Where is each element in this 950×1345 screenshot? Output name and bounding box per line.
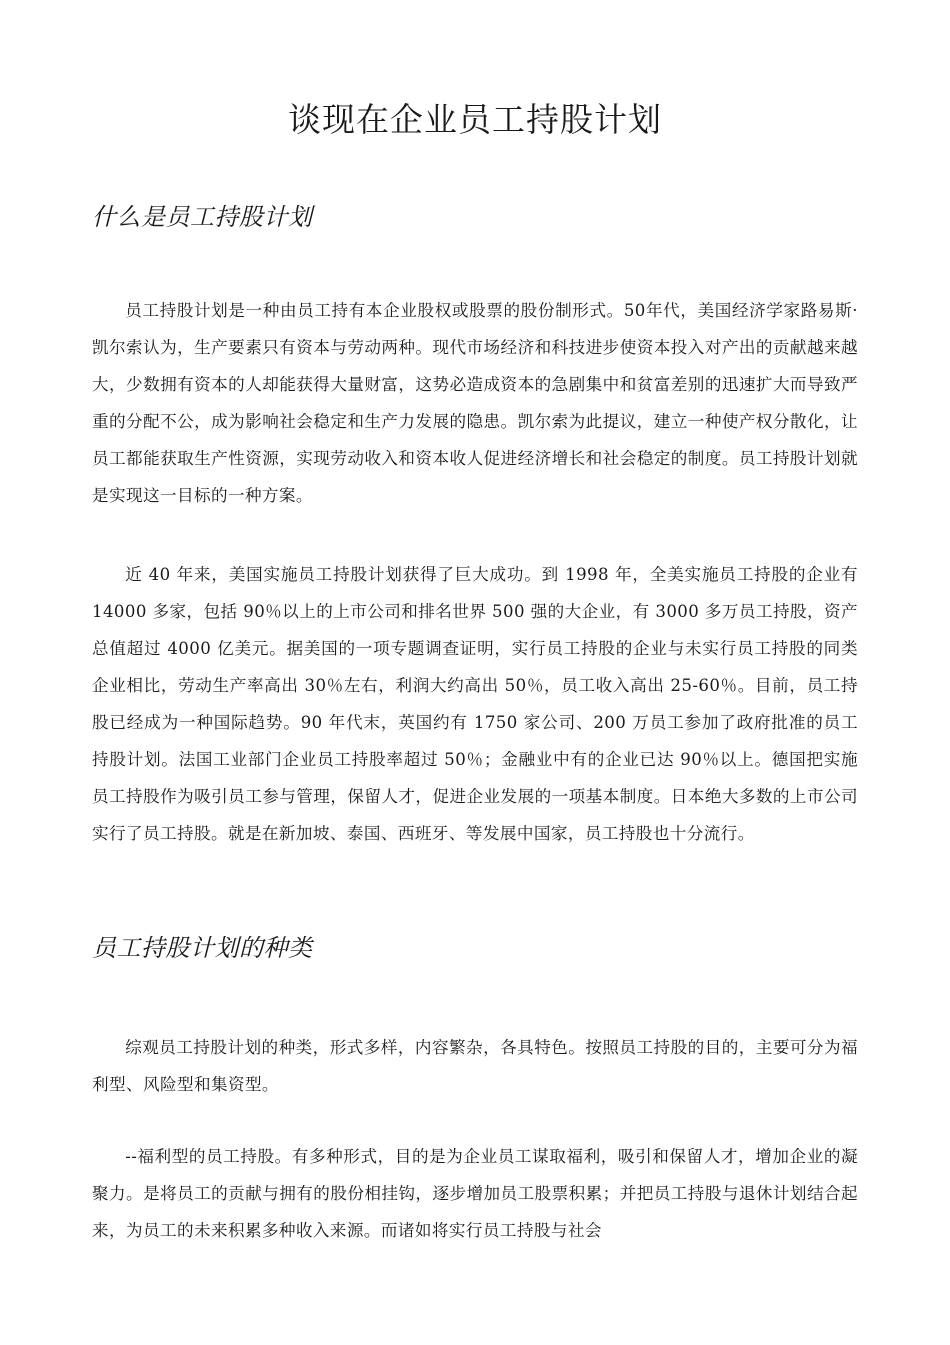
paragraph-esop-types-overview: 综观员工持股计划的种类，形式多样，内容繁杂，各具特色。按照员工持股的目的，主要可分为福利型、风险型和集资型。 — [92, 1038, 858, 1094]
document-title: 谈现在企业员工持股计划 — [288, 100, 662, 139]
section-heading-what-is-esop: 什么是员工持股计划 — [92, 203, 313, 231]
paragraph-welfare-type: --福利型的员工持股。有多种形式，目的是为企业员工谋取福利，吸引和保留人才，增加企业的凝聚力。是将员工的贡献与拥有的股份相挂钩，逐步增加员工股票积累；并把员工持股与退休计划结合起来，为员工的未来积累多种收入来源。而诸如将实行员工持股与社会 — [92, 1147, 858, 1240]
paragraph-esop-history: 近 40 年来，美国实施员工持股计划获得了巨大成功。到 1998 年，全美实施员工持股的企业有 14000 多家，包括 90％以上的上市公司和排名世界 500 强的大企业，有 3000 多万员工持股，资产总值超过 4000 亿美元。据美国的一项专题调查证明，实行员工持股的企业与未实行员工持股的同类企业相比，劳动生产率高出 30％左右，利润大约高出 50％，员工收入高出 25-60％。目前，员工持股已经成为一种国际趋势。90 年代末，英国约有 1750 家公司、200 万员工参加了政府批准的员工持股计划。法国工业部门企业员工持股率超过 50％；金融业中有的企业已达 90％以上。德国把实施员工持股作为吸引员工参与管理，保留人才，促进企业发展的一项基本制度。日本绝大多数的上市公司实行了员工持股。就是在新加坡、泰国、西班牙、等发展中国家，员工持股也十分流行。 — [92, 565, 858, 843]
paragraph-esop-definition: 员工持股计划是一种由员工持有本企业股权或股票的股份制形式。50年代，美国经济学家路易斯·凯尔索认为，生产要素只有资本与劳动两种。现代市场经济和科技进步使资本投入对产出的贡献越来越大，少数拥有资本的人却能获得大量财富，这势必造成资本的急剧集中和贫富差别的迅速扩大而导致严重的分配不公，成为影响社会稳定和生产力发展的隐患。凯尔索为此提议，建立一种使产权分散化，让员工都能获取生产性资源，实现劳动收入和资本收人促进经济增长和社会稳定的制度。员工持股计划就是实现这一目标的一种方案。 — [92, 301, 858, 505]
section-heading-esop-types: 员工持股计划的种类 — [92, 934, 313, 962]
